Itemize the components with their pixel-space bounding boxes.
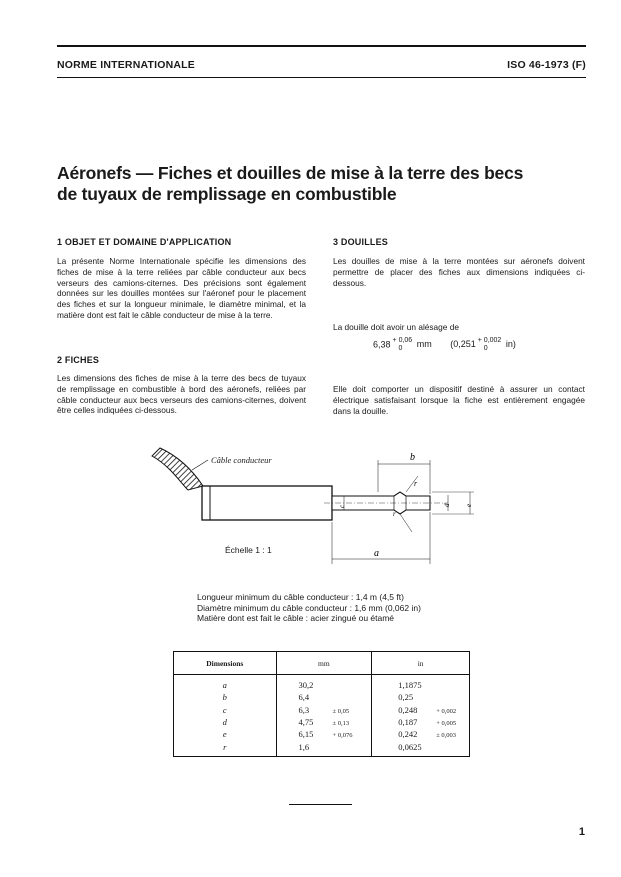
in-tolerance: + 0,005 xyxy=(436,720,457,728)
formula-mm-tol-upper: + 0,06 xyxy=(392,337,413,344)
formula-in-tol-upper: + 0,002 xyxy=(477,337,502,344)
section-3-text-2: La douille doit avoir un alésage de xyxy=(333,322,459,332)
table-cell-symbol: c xyxy=(174,704,277,716)
in-value: 0,187 xyxy=(398,717,418,728)
table-cell-symbol: d xyxy=(174,716,277,728)
section-1-text: La présente Norme Internationale spécifie les dimensions des fiches de mise à la terre reliées par câble conducteur aux becs verseurs des camions-citernes. Des précisions sont également données sur les douilles montées sur l'aéronef pour le placement des fiches et sur la longueur minimale, le diamètre minimal, et la matière dont est fait le câble conducteur de mise à la terre. xyxy=(57,256,306,320)
cable-spec-length: Longueur minimum du câble conducteur : 1,4 m (4,5 ft) xyxy=(197,592,404,602)
table-cell-in xyxy=(372,691,470,703)
cable-label: Câble conducteur xyxy=(211,455,272,465)
title-line-2: de tuyaux de remplissage en combustible xyxy=(57,184,397,204)
dim-label-d: d xyxy=(443,503,451,507)
table-cell-mm xyxy=(276,691,372,703)
table-cell-symbol: a xyxy=(174,675,277,692)
mm-value: 6,3 xyxy=(298,704,310,715)
formula-in-tolerance xyxy=(478,337,502,353)
footer-rule xyxy=(289,804,352,805)
formula-mm-tolerance xyxy=(393,337,413,353)
cable-spec-diameter: Diamètre minimum du câble conducteur : 1,6 mm (0,062 in) xyxy=(197,602,421,613)
in-tolerance: + 0,002 xyxy=(436,707,457,715)
mm-tolerance: ± 0,13 xyxy=(332,720,350,728)
table-cell-in xyxy=(372,716,470,728)
table-header-row xyxy=(174,652,470,675)
formula-in-tol-lower: 0 xyxy=(483,345,488,352)
table-row xyxy=(174,716,470,728)
header-right: ISO 46-1973 (F) xyxy=(507,59,586,71)
cable xyxy=(152,448,203,490)
table-cell-in xyxy=(372,740,470,756)
section-3-text-1: Les douilles de mise à la terre montées sur aéronefs doivent permettre de placer des fiches aux dimensions indiquées ci-dessous. xyxy=(333,256,585,288)
in-value: 1,1875 xyxy=(398,680,422,691)
mm-value: 6,15 xyxy=(298,729,314,740)
table-row xyxy=(174,728,470,740)
dim-label-c: c xyxy=(338,504,346,508)
mm-value: 1,6 xyxy=(298,741,310,752)
formula-mm-unit: mm xyxy=(416,339,432,350)
in-value: 0,248 xyxy=(398,704,418,715)
formula-mm-value: 6,38 xyxy=(373,339,391,350)
dim-label-r: r xyxy=(414,479,418,488)
section-3-heading: 3 DOUILLES xyxy=(333,237,389,247)
mm-value: 30,2 xyxy=(298,680,314,691)
table-row xyxy=(174,691,470,703)
table-cell-symbol: b xyxy=(174,691,277,703)
in-tolerance: ± 0,003 xyxy=(436,732,457,740)
in-value: 0,0625 xyxy=(398,741,422,752)
dim-label-r-lower: r xyxy=(393,510,396,518)
mm-value: 4,75 xyxy=(298,717,314,728)
table-row xyxy=(174,704,470,716)
top-rule xyxy=(57,45,586,47)
dimensions-table xyxy=(173,651,470,757)
table-cell-mm xyxy=(276,675,372,692)
formula-mm-tol-lower: 0 xyxy=(398,345,403,352)
dim-label-b: b xyxy=(410,452,415,463)
table-cell-in xyxy=(372,728,470,740)
table-body xyxy=(174,675,470,757)
table-row xyxy=(174,740,470,756)
table-cell-mm xyxy=(276,716,372,728)
plug-body xyxy=(202,486,332,520)
dim-label-a: a xyxy=(374,548,379,559)
header-rule xyxy=(57,77,586,78)
mm-tolerance: ± 0,05 xyxy=(332,707,350,715)
cable-specs xyxy=(197,592,421,624)
table-cell-mm xyxy=(276,704,372,716)
table-cell-in xyxy=(372,675,470,692)
page-title xyxy=(57,163,587,205)
mm-value: 6,4 xyxy=(298,692,310,703)
header-left: NORME INTERNATIONALE xyxy=(57,59,195,71)
table-header-in: in xyxy=(372,652,470,675)
table-cell-symbol: r xyxy=(174,740,277,756)
table-cell-mm xyxy=(276,728,372,740)
table-header-mm: mm xyxy=(276,652,372,675)
mm-tolerance: + 0,076 xyxy=(332,732,353,740)
section-1-heading: 1 OBJET ET DOMAINE D'APPLICATION xyxy=(57,237,232,247)
table-cell-in xyxy=(372,704,470,716)
formula-in-value: (0,251 xyxy=(450,339,476,350)
in-value: 0,25 xyxy=(398,692,414,703)
table-cell-mm xyxy=(276,740,372,756)
bore-formula xyxy=(373,337,516,353)
section-3-text-3: Elle doit comporter un dispositif destiné à assurer un contact électrique satisfaisant lorsque la fiche est entièrement engagée dans la douille. xyxy=(333,384,585,416)
table-row xyxy=(174,675,470,692)
title-line-1: Aéronefs — Fiches et douilles de mise à la terre des becs xyxy=(57,163,524,183)
table-cell-symbol: e xyxy=(174,728,277,740)
section-2-text: Les dimensions des fiches de mise à la terre des becs de tuyaux de remplissage en combustible à bord des aéronefs, reliées par câble conducteur aux becs verseurs des camions-citernes, doivent être celles indiquées ci-dessous. xyxy=(57,373,306,416)
dim-label-e: e xyxy=(465,503,473,507)
plug-drawing xyxy=(148,446,488,576)
table-header-dimensions: Dimensions xyxy=(174,652,277,675)
section-2-heading: 2 FICHES xyxy=(57,355,100,365)
in-value: 0,242 xyxy=(398,729,418,740)
scale-label: Échelle 1 : 1 xyxy=(225,545,272,555)
formula-in-unit: in) xyxy=(505,339,516,350)
cable-leader-line xyxy=(192,460,208,470)
page-number: 1 xyxy=(578,826,585,838)
cable-spec-material: Matière dont est fait le câble : acier zingué ou étamé xyxy=(197,613,395,623)
